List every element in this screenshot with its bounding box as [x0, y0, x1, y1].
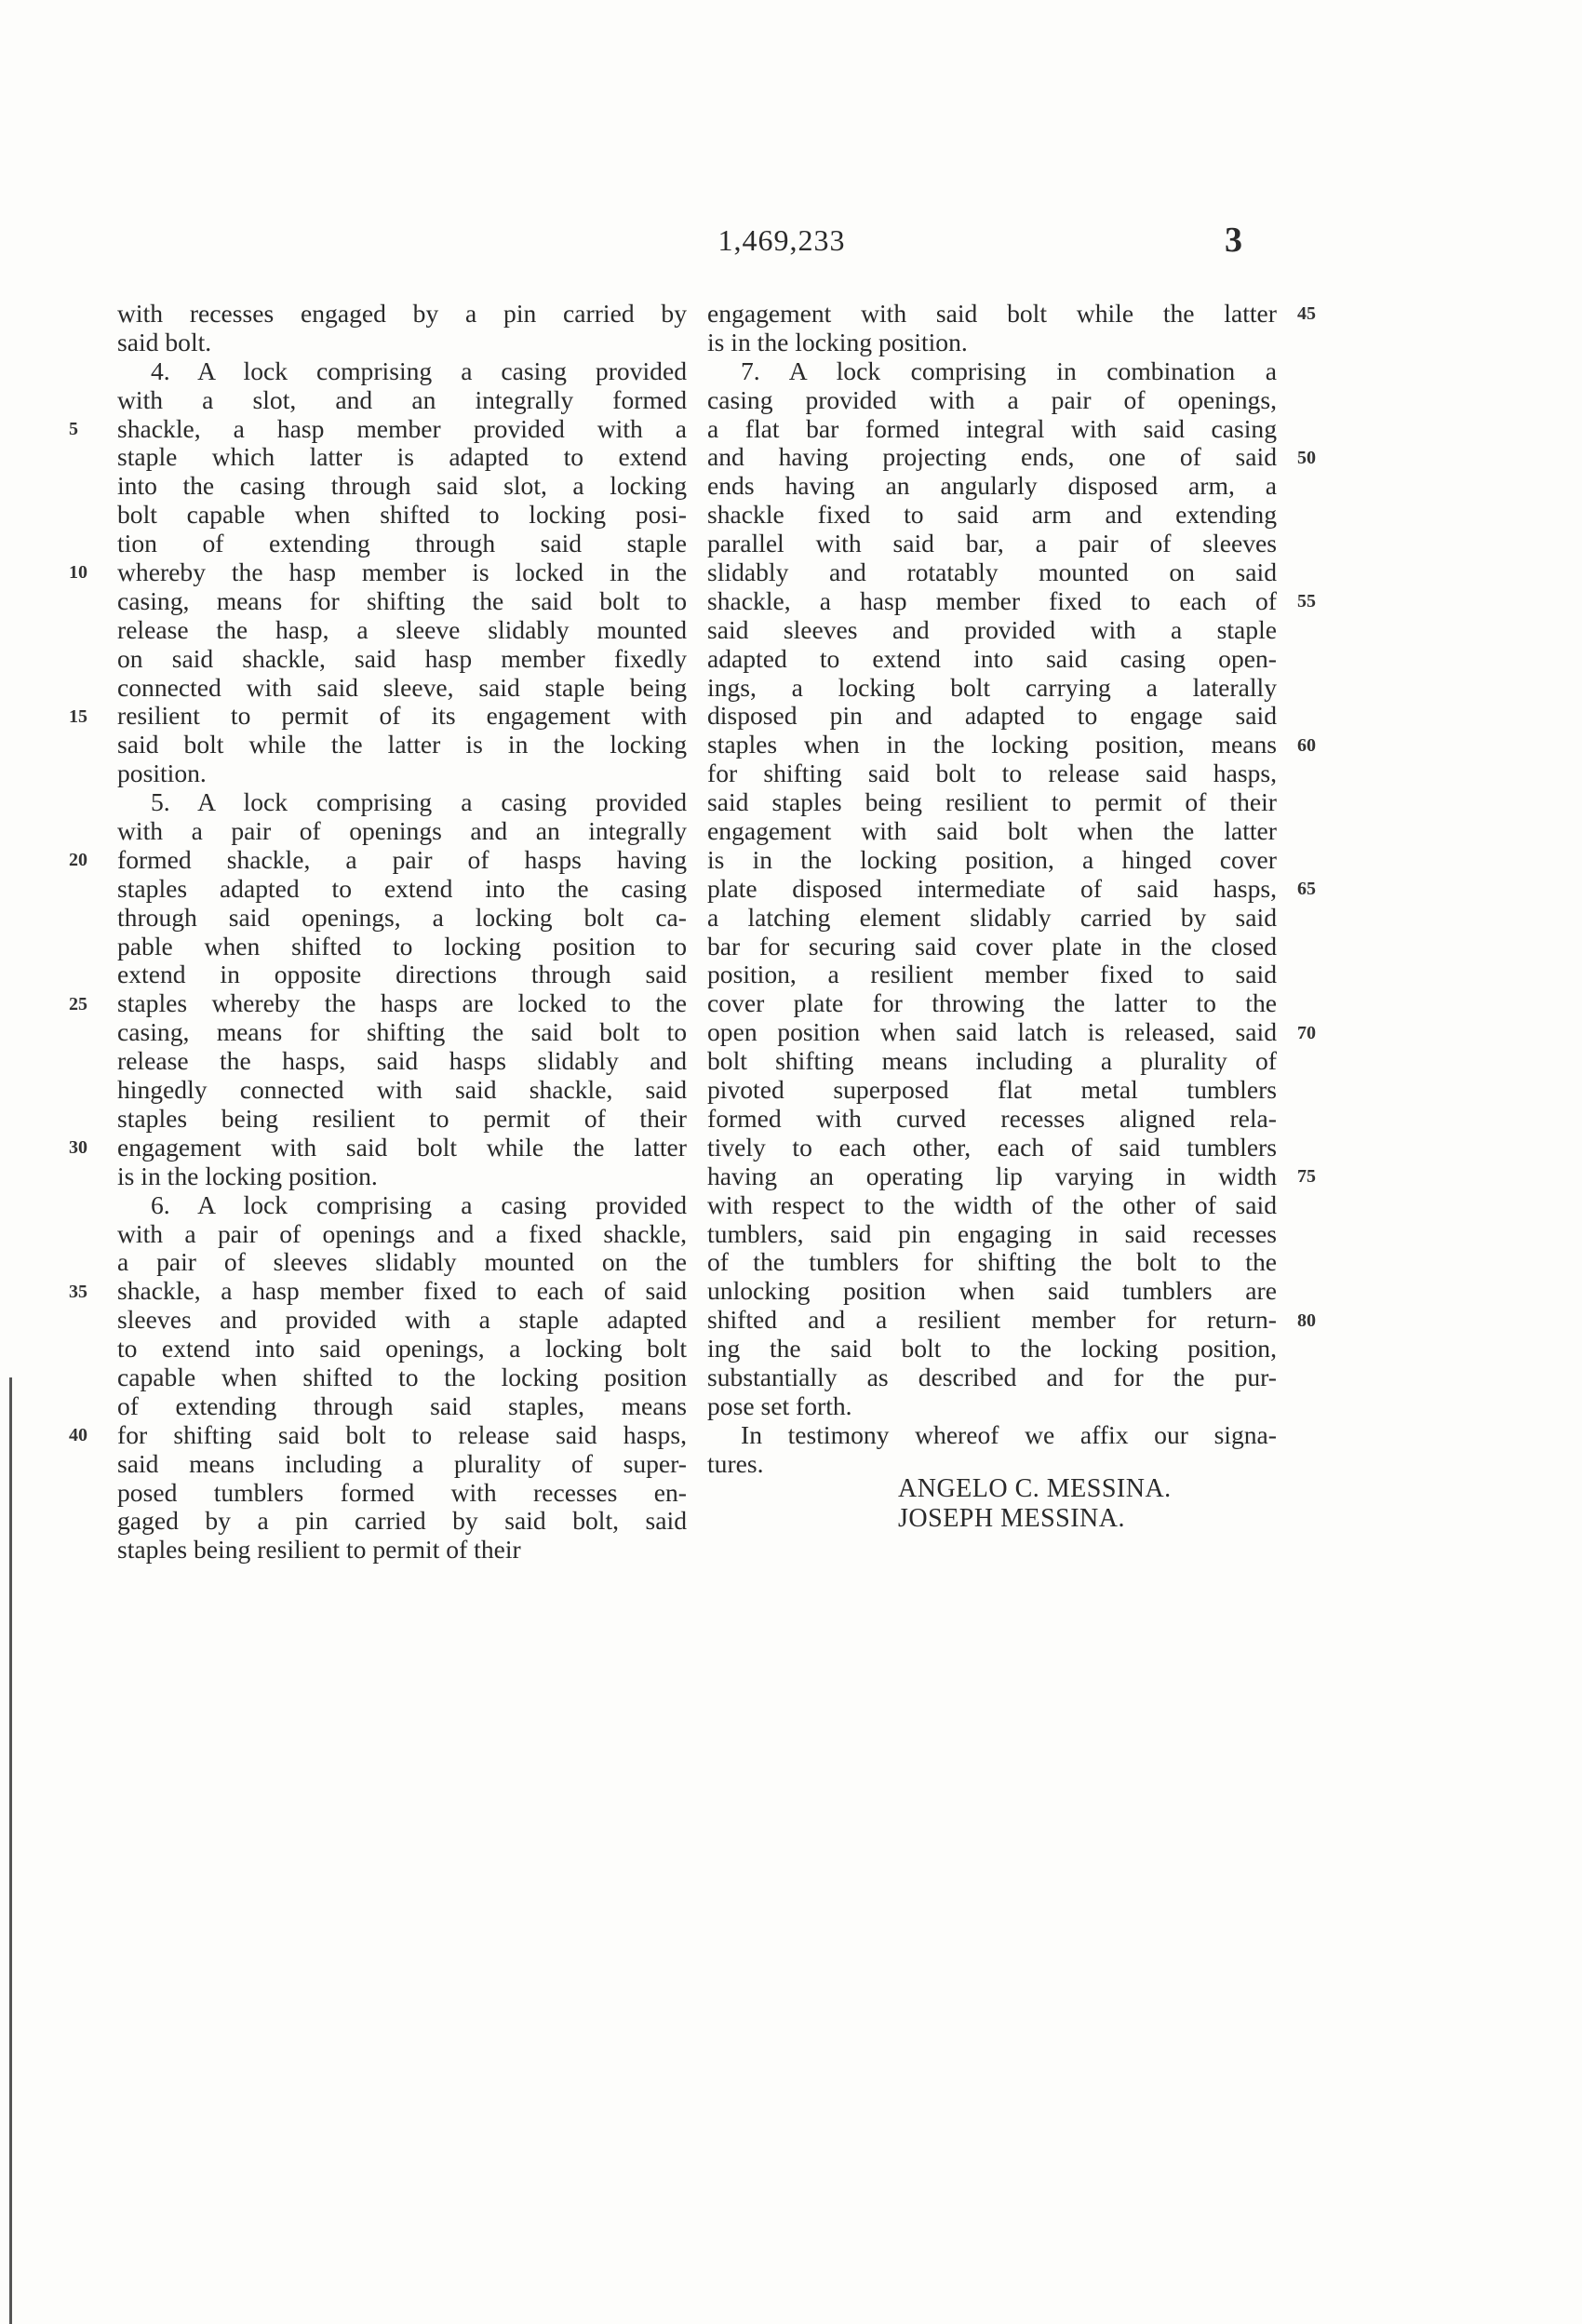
text-line: adapted to extend into said casing open- — [707, 644, 1277, 673]
text-line: substantially as described and for the pur- — [707, 1363, 1277, 1391]
text-line: said bolt while the latter is in the locking — [117, 731, 687, 759]
text-line: tively to each other, each of said tumblers — [707, 1133, 1277, 1162]
text-line: shackle, a hasp member provided with a — [117, 414, 687, 443]
text-line: with respect to the width of the other of said — [707, 1190, 1277, 1219]
text-line: 7. A lock comprising in combination a — [741, 356, 1277, 385]
page-number: 3 — [1225, 221, 1242, 260]
text-line: staple which latter is adapted to extend — [117, 443, 687, 472]
text-line: having an operating lip varying in width — [707, 1162, 1277, 1190]
text-line: casing provided with a pair of openings, — [707, 385, 1277, 414]
text-line: position, a resilient member fixed to said — [707, 960, 1277, 989]
line-number: 50 — [1297, 447, 1316, 468]
text-line: pose set forth. — [707, 1391, 852, 1420]
text-line: is in the locking position. — [117, 1162, 378, 1190]
text-line: 4. A lock comprising a casing provided — [151, 356, 687, 385]
line-number: 45 — [1297, 303, 1316, 324]
text-line: shackle, a hasp member fixed to each of said — [117, 1277, 687, 1306]
line-number: 20 — [69, 850, 87, 871]
text-line: shackle, a hasp member fixed to each of — [707, 586, 1277, 615]
line-number: 60 — [1297, 734, 1316, 756]
text-line: said bolt. — [117, 328, 212, 356]
text-line: shifted and a resilient member for return- — [707, 1306, 1277, 1335]
line-number: 70 — [1297, 1022, 1316, 1043]
text-line: slidably and rotatably mounted on said — [707, 558, 1277, 587]
text-line: a latching element slidably carried by said — [707, 903, 1277, 932]
text-line: staples being resilient to permit of their — [117, 1536, 521, 1565]
text-line: resilient to permit of its engagement with — [117, 702, 687, 731]
line-number: 30 — [69, 1137, 87, 1159]
text-line: for shifting said bolt to release said hasps, — [117, 1420, 687, 1449]
line-number: 5 — [69, 418, 78, 439]
text-line: 6. A lock comprising a casing provided — [151, 1190, 687, 1219]
line-number: 10 — [69, 562, 87, 584]
text-line: parallel with said bar, a pair of sleeves — [707, 530, 1277, 558]
text-line: posed tumblers formed with recesses en- — [117, 1478, 687, 1507]
left-text-column — [117, 300, 687, 1565]
text-line: is in the locking position, a hinged cover — [707, 845, 1277, 874]
text-line: staples whereby the hasps are locked to the — [117, 989, 687, 1018]
text-line: engagement with said bolt while the latter — [117, 1133, 687, 1162]
text-line: tumblers, said pin engaging in said recesses — [707, 1219, 1277, 1248]
text-line: with a pair of openings and an integrally — [117, 817, 687, 846]
text-line: release the hasp, a sleeve slidably mounted — [117, 615, 687, 644]
text-line: capable when shifted to the locking position — [117, 1363, 687, 1391]
text-line: with recesses engaged by a pin carried by — [117, 300, 687, 328]
text-line: staples when in the locking position, means — [707, 731, 1277, 759]
line-number: 55 — [1297, 591, 1316, 611]
signature-angelo-messina: ANGELO C. MESSINA. — [898, 1474, 1172, 1503]
signature-joseph-messina: JOSEPH MESSINA. — [898, 1504, 1125, 1533]
text-line: sleeves and provided with a staple adapted — [117, 1306, 687, 1335]
text-line: unlocking position when said tumblers are — [707, 1277, 1277, 1306]
text-line: with a pair of openings and a fixed shackle, — [117, 1219, 687, 1248]
text-line: bolt capable when shifted to locking posi- — [117, 501, 687, 530]
text-line: tures. — [707, 1449, 764, 1478]
text-line: In testimony whereof we affix our signa- — [741, 1420, 1277, 1449]
line-number: 15 — [69, 705, 87, 727]
text-line: connected with said sleeve, said staple being — [117, 673, 687, 702]
patent-number: 1,469,233 — [717, 223, 846, 257]
text-line: to extend into said openings, a locking bolt — [117, 1335, 687, 1364]
text-line: 5. A lock comprising a casing provided — [151, 788, 687, 817]
text-line: for shifting said bolt to release said hasps, — [707, 759, 1277, 788]
line-number: 25 — [69, 993, 87, 1014]
text-line: of extending through said staples, means — [117, 1391, 687, 1420]
text-line: and having projecting ends, one of said — [707, 443, 1277, 472]
text-line: a pair of sleeves slidably mounted on the — [117, 1248, 687, 1277]
text-line: engagement with said bolt when the latter — [707, 817, 1277, 846]
text-line: pable when shifted to locking position to — [117, 932, 687, 960]
text-line: said sleeves and provided with a staple — [707, 615, 1277, 644]
text-line: cover plate for throwing the latter to the — [707, 989, 1277, 1018]
text-line: through said openings, a locking bolt ca- — [117, 903, 687, 932]
text-line: casing, means for shifting the said bolt to — [117, 1018, 687, 1047]
signature-block — [898, 1474, 1172, 1534]
text-line: engagement with said bolt while the latter — [707, 300, 1277, 328]
text-line: disposed pin and adapted to engage said — [707, 702, 1277, 731]
text-line: tion of extending through said staple — [117, 530, 687, 558]
text-line: on said shackle, said hasp member fixedly — [117, 644, 687, 673]
line-number: 35 — [69, 1281, 87, 1302]
right-text-column — [707, 300, 1277, 1479]
text-line: gaged by a pin carried by said bolt, said — [117, 1507, 687, 1536]
text-line: plate disposed intermediate of said hasps, — [707, 874, 1277, 903]
text-line: ing the said bolt to the locking position, — [707, 1335, 1277, 1364]
text-line: staples being resilient to permit of their — [117, 1104, 687, 1133]
text-line: shackle fixed to said arm and extending — [707, 501, 1277, 530]
text-line: release the hasps, said hasps slidably and — [117, 1047, 687, 1076]
text-line: pivoted superposed flat metal tumblers — [707, 1076, 1277, 1105]
text-line: of the tumblers for shifting the bolt to the — [707, 1248, 1277, 1277]
text-line: whereby the hasp member is locked in the — [117, 558, 687, 587]
text-line: ings, a locking bolt carrying a laterally — [707, 673, 1277, 702]
text-line: formed with curved recesses aligned rela- — [707, 1104, 1277, 1133]
text-line: hingedly connected with said shackle, said — [117, 1076, 687, 1105]
line-number: 80 — [1297, 1310, 1316, 1331]
text-line: a flat bar formed integral with said casing — [707, 414, 1277, 443]
text-line: formed shackle, a pair of hasps having — [117, 845, 687, 874]
line-number: 75 — [1297, 1166, 1316, 1187]
scan-edge-line — [9, 1377, 12, 2324]
text-line: bolt shifting means including a plurality of — [707, 1047, 1277, 1076]
text-line: open position when said latch is released, said — [707, 1018, 1277, 1047]
text-line: into the casing through said slot, a locking — [117, 472, 687, 501]
text-line: bar for securing said cover plate in the closed — [707, 932, 1277, 960]
text-line: with a slot, and an integrally formed — [117, 385, 687, 414]
text-line: staples adapted to extend into the casing — [117, 874, 687, 903]
text-line: said means including a plurality of super- — [117, 1449, 687, 1478]
line-number: 40 — [69, 1425, 87, 1446]
text-line: ends having an angularly disposed arm, a — [707, 472, 1277, 501]
text-line: extend in opposite directions through said — [117, 960, 687, 989]
text-line: casing, means for shifting the said bolt to — [117, 586, 687, 615]
line-number: 65 — [1297, 879, 1316, 899]
text-line: position. — [117, 759, 207, 788]
text-line: said staples being resilient to permit of their — [707, 788, 1277, 817]
text-line: is in the locking position. — [707, 328, 968, 356]
